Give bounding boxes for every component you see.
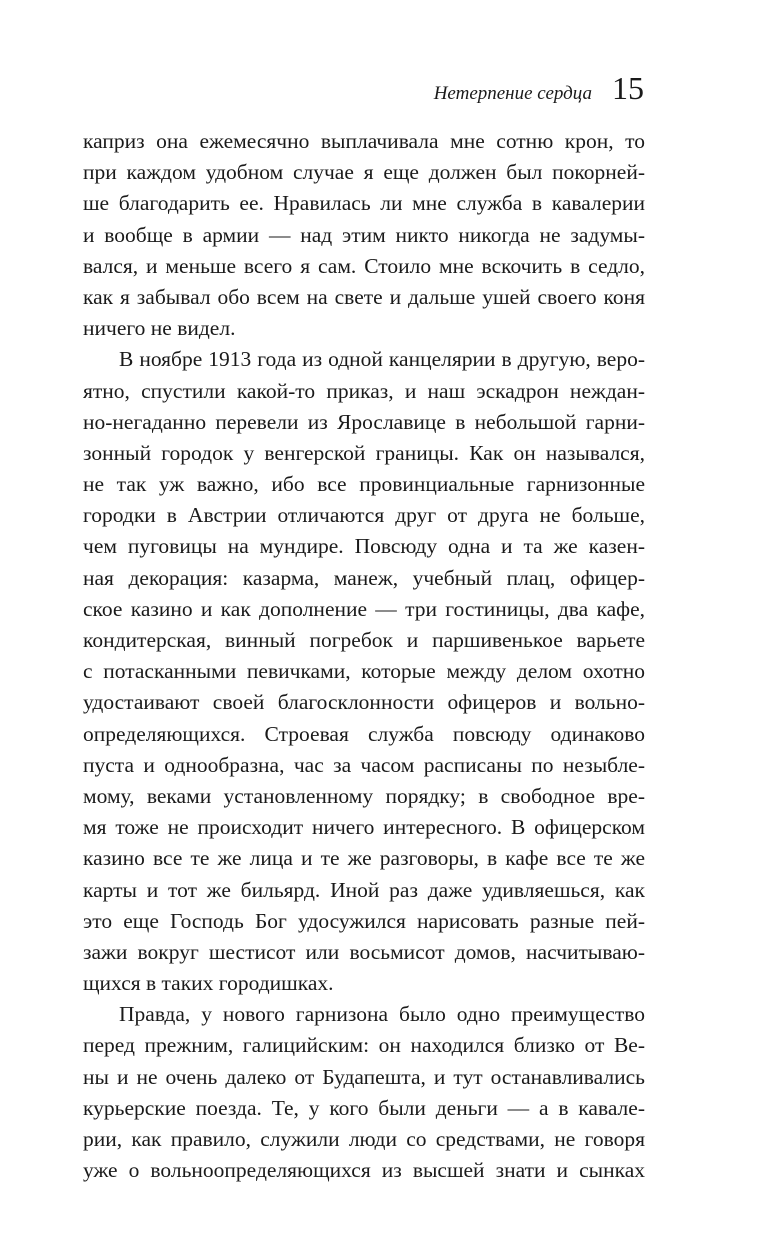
text-line: удостаивают своей благосклонности офицеров и вольно- — [83, 690, 645, 715]
text-line: В ноябре 1913 года из одной канцелярии в другую, веро- — [119, 347, 645, 372]
text-line: мому, веками установленному порядку; в свободное вре- — [83, 783, 645, 808]
text-line: ятно, спустили какой-то приказ, и наш эскадрон неждан- — [83, 378, 645, 403]
text-line: городки в Австрии отличаются друг от друга не больше, — [83, 503, 645, 528]
text-line: с потасканными певичками, которые между делом охотно — [83, 659, 645, 684]
text-line: щихся в таких городишках. — [83, 971, 334, 996]
text-line: кондитерская, винный погребок и паршивенькое варьете — [83, 628, 645, 652]
text-line: чем пуговицы на мундире. Повсюду одна и та же казен- — [83, 534, 645, 559]
text-line: при каждом удобном случае я еще должен был покорней- — [83, 160, 645, 185]
running-head — [434, 72, 644, 105]
text-line: ничего не видел. — [83, 316, 236, 341]
running-title: Нетерпение сердца — [433, 83, 592, 104]
text-line: пуста и однообразна, час за часом расписаны по незыбле- — [83, 752, 645, 777]
text-line: как я забывал обо всем на свете и дальше ушей своего коня — [83, 284, 645, 309]
text-line: казино все те же лица и те же разговоры, в кафе все те же — [83, 846, 645, 871]
text-line: рии, как правило, служили люди со средствами, не говоря — [83, 1127, 645, 1151]
text-line: вался, и меньше всего я сам. Стоило мне вскочить в седло, — [83, 253, 645, 278]
text-line: но-негаданно перевели из Ярославице в небольшой гарни- — [83, 409, 645, 434]
text-line: карты и тот же бильярд. Иной раз даже удивляешься, как — [83, 877, 645, 902]
text-line: уже о вольноопределяющихся из высшей знати и сынках — [83, 1158, 645, 1183]
text-line: зонный городок у венгерской границы. Как он назывался, — [83, 440, 645, 465]
text-line: ское казино и как дополнение — три гостиницы, два кафе, — [83, 596, 645, 621]
text-line: каприз она ежемесячно выплачивала мне сотню крон, то — [83, 129, 645, 153]
text-line: ше благодарить ее. Нравилась ли мне служба в кавалерии — [83, 191, 645, 216]
page-number: 15 — [612, 70, 644, 106]
text-line: ная декорация: казарма, манеж, учебный плац, офицер- — [83, 565, 645, 590]
text-line: и вообще в армии — над этим никто никогда не задумы- — [83, 222, 645, 247]
text-line: перед прежним, галицийским: он находился близко от Ве- — [83, 1033, 645, 1058]
text-line: определяющихся. Строевая служба повсюду одинаково — [83, 721, 645, 746]
text-line: мя тоже не происходит ничего интересного. В офицерском — [83, 815, 645, 840]
text-line: не так уж важно, ибо все провинциальные гарнизонные — [83, 472, 645, 497]
body-text — [83, 126, 645, 1186]
text-line: зажи вокруг шестисот или восьмисот домов, насчитываю- — [83, 939, 645, 964]
text-line: ны и не очень далеко от Будапешта, и тут останавливались — [83, 1064, 645, 1089]
text-line: это еще Господь Бог удосужился нарисовать разные пей- — [83, 908, 645, 933]
text-line: курьерские поезда. Те, у кого были деньги — а в кавале- — [83, 1095, 645, 1120]
text-line: Правда, у нового гарнизона было одно преимущество — [119, 1002, 645, 1027]
